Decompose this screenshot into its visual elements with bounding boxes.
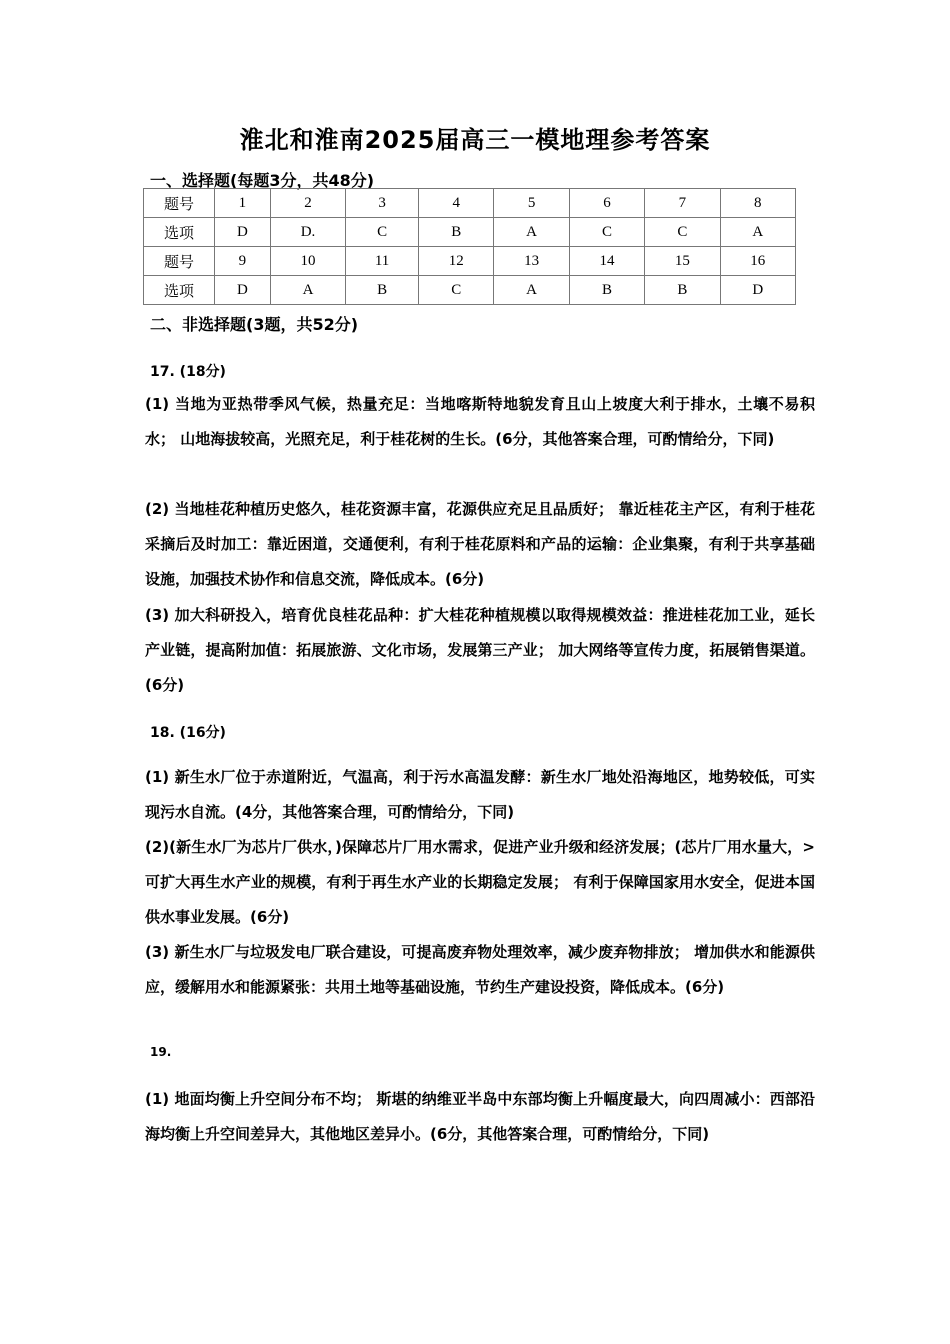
question-17-answer-2: (2) 当地桂花种植历史悠久，桂花资源丰富，花源供应充足且品质好； 靠近桂花主产区，有利于桂花采摘后及时加工：靠近困道，交通便利，有利于桂花原料和产品的运输：企业集聚，有利于共享基础设施，加强技术协作和信息交流，降低成本。(6分) [145,500,815,588]
answer-cell: 6 [569,189,644,218]
answer-cell: B [645,276,720,305]
row-header-cell: 选项 [144,218,215,247]
answer-table-row [144,218,796,247]
question-19-heading: 19. [150,1045,172,1059]
page-title: 淮北和淮南2025届高三一模地理参考答案 [239,126,711,154]
answer-cell: 2 [270,189,345,218]
question-18-answer-3: (3) 新生水厂与垃圾发电厂联合建设，可提高废弃物处理效率，减少废弃物排放； 增加供水和能源供应，缓解用水和能源紧张：共用土地等基础设施，节约生产建设投资，降低成本。(6分) [145,943,815,996]
answer-cell: 15 [645,247,720,276]
row-header-cell: 题号 [144,247,215,276]
answer-cell: C [569,218,644,247]
answer-cell: 5 [494,189,569,218]
answer-cell: 3 [346,189,419,218]
answer-cell: B [346,276,419,305]
answer-cell: 16 [720,247,795,276]
answer-table-row [144,247,796,276]
question-17-heading: 17. (18分) [150,364,226,380]
answer-cell: 4 [419,189,494,218]
question-17-answer-3: (3) 加大科研投入，培育优良桂花品种：扩大桂花种植规模以取得规模效益：推进桂花加工业，延长产业链，提高附加值：拓展旅游、文化市场，发展第三产业； 加大网络等宣传力度，拓展销售渠道。(6分) [145,606,815,694]
answer-cell: A [720,218,795,247]
section-heading-choice: 一、选择题(每题3分，共48分) [150,171,375,190]
answer-table [143,188,796,305]
question-18-heading: 18. (16分) [150,725,226,741]
section-heading-nonchoice: 二、非选择题(3题，共52分) [150,315,359,334]
question-19-answer-1: (1) 地面均衡上升空间分布不均； 斯堪的纳维亚半岛中东部均衡上升幅度最大，向四周减小：西部沿海均衡上升空间差异大，其他地区差异小。(6分，其他答案合理，可酌情给分，下同) [145,1090,815,1143]
answer-cell: 10 [270,247,345,276]
answer-cell: 7 [645,189,720,218]
answer-cell: D [720,276,795,305]
answer-cell: 8 [720,189,795,218]
answer-cell: C [346,218,419,247]
answer-cell: C [419,276,494,305]
answer-cell: A [494,218,569,247]
question-17-answer-1: (1) 当地为亚热带季风气候，热量充足：当地喀斯特地貌发育且山上坡度大利于排水，土壤不易积水； 山地海拔较高，光照充足，利于桂花树的生长。(6分，其他答案合理，可酌情给分，下同) [145,395,815,448]
answer-cell: 9 [215,247,271,276]
answer-cell: D [215,276,271,305]
answer-cell: 12 [419,247,494,276]
answer-cell: B [419,218,494,247]
answer-cell: C [645,218,720,247]
answer-table-row [144,189,796,218]
answer-cell: A [494,276,569,305]
answer-cell: 1 [215,189,271,218]
answer-cell: 14 [569,247,644,276]
answer-cell: 11 [346,247,419,276]
answer-cell: D. [270,218,345,247]
question-18-answer-1: (1) 新生水厂位于赤道附近，气温高，利于污水高温发酵：新生水厂地处沿海地区，地势较低，可实现污水自流。(4分，其他答案合理，可酌情给分，下同) [145,768,815,821]
question-18-answer-2: (2)(新生水厂为芯片厂供水，)保障芯片厂用水需求，促进产业升级和经济发展；(芯片厂用水量大，>可扩大再生水产业的规模，有利于再生水产业的长期稳定发展； 有利于保障国家用水安全，促进本国供水事业发展。(6分) [145,838,815,926]
row-header-cell: 选项 [144,276,215,305]
answer-table-row [144,276,796,305]
answer-cell: B [569,276,644,305]
answer-cell: 13 [494,247,569,276]
row-header-cell: 题号 [144,189,215,218]
answer-cell: D [215,218,271,247]
answer-cell: A [270,276,345,305]
